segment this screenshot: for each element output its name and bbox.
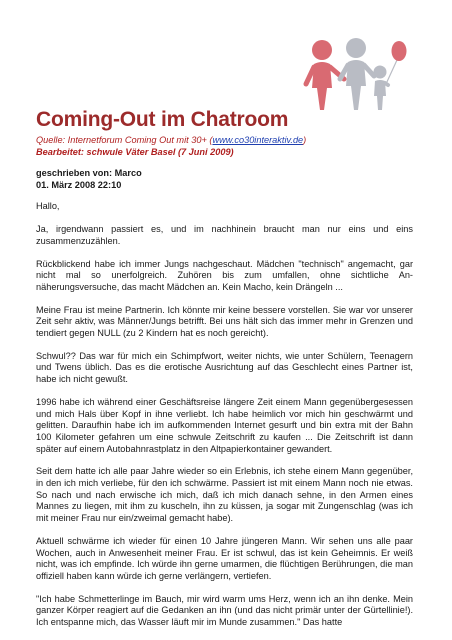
paragraph: Ja, irgendwann passiert es, und im nachhinein braucht man nur eins und eins zusammenzuzählen.	[36, 224, 413, 246]
document-meta	[36, 134, 306, 158]
paragraph: 1996 habe ich während einer Geschäftsreise längere Zeit einem Mann gegenübergesessen und mich Hals über Kopf in ihne verliebt. Ich habe heimlich vor mich hin geschwärmt und gelitten. Daraufhin habe ich im aufkommenden Internet gesurft und bin extra mit der Bahn 100 Kilometer gefahren um eine schwule Zeitschrift zu kaufen ... Die Zeitschrift ist dann später auf einem Autobahnrastplatz in den Altpapierkontainer gewandert.	[36, 396, 413, 454]
family-logo	[296, 34, 416, 112]
edited-by: Bearbeitet: schwule Väter Basel (7 Juni 2009)	[36, 147, 234, 157]
paragraph: Aktuell schwärme ich wieder für einen 10 Jahre jüngeren Mann. Wir sehen uns alle paar Wochen, auch in Anwesenheit meiner Frau. Er ist schwul, das ist kein Geheimnis. Er weiß nicht, was ich empfinde. Ich würde ihn gerne umarmen, die flüchtigen Berührungen, die man offiziell haben kann würde ich gerne verlängern, vertiefen.	[36, 535, 413, 581]
paragraph: Schwul?? Das war für mich ein Schimpfwort, weiter nichts, wie unter Schülern, Teenagern und Twens üblich. Das es die erotische Ausrichtung auf das Geschlecht eines Partner ist, habe ich nicht gewußt.	[36, 350, 413, 385]
paragraph: Hallo,	[36, 201, 60, 212]
document-title: Coming-Out im Chatroom	[36, 108, 289, 131]
post-date: 01. März 2008 22:10	[36, 179, 122, 190]
source-suffix: )	[303, 135, 307, 145]
child-head	[374, 66, 387, 79]
balloon-string	[386, 60, 397, 84]
document-body	[36, 168, 413, 640]
paragraph: Rückblickend habe ich immer Jungs nachgeschaut. Mädchen "technisch" angemacht, gar nicht mal so unerfolgreich. Zuhören bis zum umfallen, ohne sichtliche An-näherungsversuche, das macht Mädchen an. Kein Macho, kein Drängeln ...	[36, 258, 413, 292]
adult-right-head	[346, 38, 366, 58]
paragraph: Meine Frau ist meine Partnerin. Ich könnte mir keine bessere vorstellen. Sie war vor unserer Zeit sehr aktiv, was Männer/Jungs betrifft. Bei uns hält sich das immer mehr in Grenzen und tendiert gegen NULL (zu 2 Kindern hat es noch gereicht).	[36, 304, 413, 339]
source-link[interactable]: www.co30interaktiv.de	[212, 135, 304, 145]
paragraph: "Ich habe Schmetterlinge im Bauch, mir wird warm ums Herz, wenn ich an ihn denke. Mein ganzer Körper reagiert auf die Gedanken an ihn (und das nicht primär unter der Gürtellinie!). Ich entspanne mich, das Wasser läuft mir im Munde zusammen." Das hatte	[36, 593, 413, 628]
source-line	[36, 134, 306, 146]
paragraph: Seit dem hatte ich alle paar Jahre wieder so ein Erlebnis, ich stehe einem Mann gegenüber, in den ich mich verliebe, für den ich schwärme. Passiert ist mit einem Mann noch nie etwas. So nach und nach erwische ich mich, daß ich mich danach sehne, in den Armen eines Mannes zu liegen, mit ihm zu kuscheln, ihn zu küssen, ja sogar mit Zungenschlag (was ich mit meiner Frau nur ein/zweimal gemacht habe).	[36, 466, 413, 524]
adult-left-head	[312, 40, 332, 60]
source-prefix: Quelle: Internetforum Coming Out mit 30+ (	[36, 135, 213, 145]
post-header	[36, 168, 413, 191]
author-label: geschrieben von:	[36, 168, 113, 178]
author-name: Marco	[114, 168, 142, 178]
balloon	[392, 41, 407, 61]
